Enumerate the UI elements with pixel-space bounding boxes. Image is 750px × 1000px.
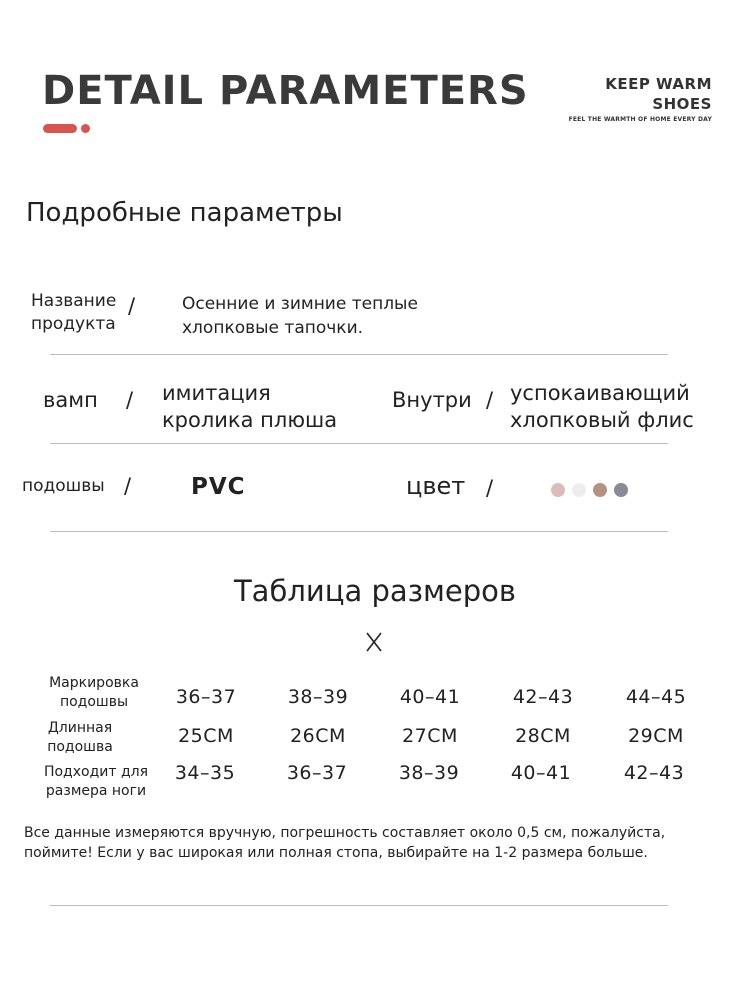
size-cell: 27CM: [402, 725, 458, 747]
size-cell: 40–41: [399, 686, 461, 708]
size-cell: 44–45: [625, 686, 687, 708]
size-cell: 36–37: [286, 762, 348, 784]
vamp-value-line2: кролика плюша: [162, 408, 338, 432]
vamp-value-line1: имитация: [162, 381, 271, 405]
measurement-note-line2: поймите! Если у вас широкая или полная стопа, выбирайте на 1-2 размера больше.: [24, 845, 648, 861]
color-swatch-brown[interactable]: [593, 483, 607, 497]
brand-line-1: KEEP WARM: [605, 75, 712, 93]
size-cell: 38–39: [398, 762, 460, 784]
size-row-label-line1: Длинная: [47, 720, 113, 736]
vamp-separator: /: [126, 388, 134, 412]
divider-4: [50, 905, 668, 906]
size-row-label: [24, 719, 136, 757]
color-swatch-white[interactable]: [572, 483, 586, 497]
product-name-value-line2: хлопковые тапочки.: [182, 318, 364, 338]
size-row-label: [40, 763, 152, 801]
divider-3: [50, 531, 668, 532]
product-name-value-line1: Осенние и зимние теплые: [182, 294, 418, 314]
size-row-label-line2: размера ноги: [45, 783, 147, 799]
brand-tagline: FEEL THE WARMTH OF HOME EVERY DAY: [568, 116, 712, 123]
section-title: Подробные параметры: [26, 198, 343, 228]
color-label: цвет: [406, 472, 466, 500]
sole-value: PVC: [191, 474, 246, 500]
inside-label: Внутри: [392, 388, 472, 412]
product-name-label: [31, 290, 116, 336]
size-table-title: Таблица размеров: [233, 574, 517, 608]
size-cell: 42–43: [512, 686, 574, 708]
divider-2: [50, 443, 668, 444]
product-name-label-line2: продукта: [31, 314, 116, 334]
brand-line-2: SHOES: [652, 95, 712, 113]
size-row-label-line1: Маркировка: [49, 675, 139, 691]
page-title: DETAIL PARAMETERS: [42, 68, 529, 114]
size-cell: 42–43: [623, 762, 685, 784]
size-row-label-line2: подошвы: [59, 694, 129, 710]
vamp-label: вамп: [43, 388, 98, 412]
size-row-label-line2: подошва: [47, 739, 113, 755]
sole-label: подошвы: [22, 476, 105, 496]
measurement-note-line1: Все данные измеряются вручную, погрешность составляет около 0,5 см, пожалуйста,: [24, 825, 666, 841]
inside-value-line1: успокаивающий: [510, 381, 690, 405]
size-cell: 25CM: [178, 725, 234, 747]
color-swatch-pink[interactable]: [551, 483, 565, 497]
cross-icon: [360, 627, 388, 655]
inside-separator: /: [486, 388, 494, 412]
brand-logo: [569, 74, 712, 123]
sole-separator: /: [124, 474, 132, 498]
size-row-label-line1: Подходит для: [43, 764, 149, 780]
accent-dot: [81, 124, 90, 133]
size-cell: 26CM: [290, 725, 346, 747]
product-name-label-line1: Название: [31, 291, 117, 311]
size-cell: 36–37: [175, 686, 237, 708]
color-separator: /: [486, 476, 494, 500]
size-row-label: [38, 674, 150, 712]
inside-value: [510, 380, 694, 434]
inside-value-line2: хлопковый флис: [510, 408, 694, 432]
size-cell: 28CM: [515, 725, 571, 747]
product-name-separator: /: [128, 294, 136, 318]
size-cell: 34–35: [174, 762, 236, 784]
size-cell: 40–41: [510, 762, 572, 784]
accent-pill: [43, 124, 77, 133]
divider-1: [50, 354, 668, 355]
size-cell: 38–39: [287, 686, 349, 708]
measurement-note: [24, 823, 734, 863]
color-swatch-gray[interactable]: [614, 483, 628, 497]
product-name-value: [182, 292, 418, 340]
vamp-value: [162, 380, 337, 434]
size-cell: 29CM: [628, 725, 684, 747]
